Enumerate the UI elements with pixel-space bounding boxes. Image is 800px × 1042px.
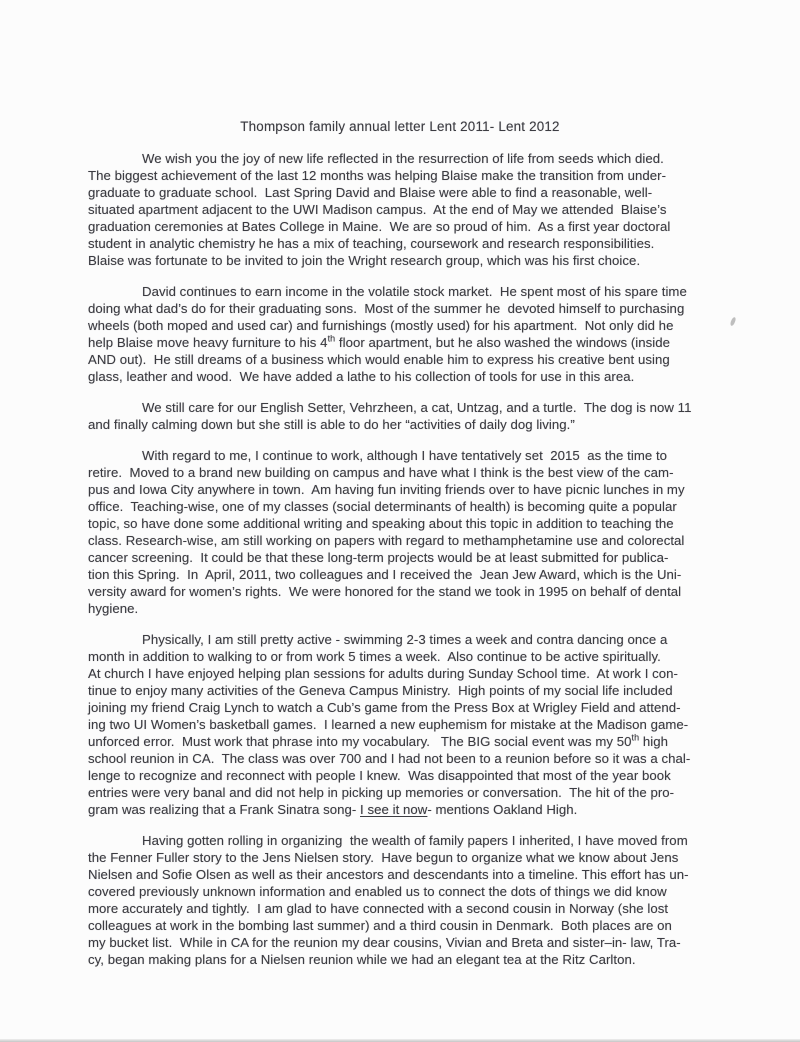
text-line [88,583,740,600]
text-segment: We still care for our English Setter, Vehrzheen, a cat, Untzag, and a turtle. The dog is now 11 [142,400,692,415]
text-segment: Nielsen and Sofie Olsen as well as their ancestors and descendants into a timeline. This effort has un- [88,867,689,882]
text-segment: cy, began making plans for a Nielsen reunion while we had an elegant tea at the Ritz Carlton. [88,952,636,967]
text-segment: pus and Iowa City anywhere in town. Am having fun inviting friends over to have picnic lunches in my [88,482,685,497]
text-segment: office. Teaching-wise, one of my classes (social determinants of health) is becoming quite a popular [88,499,677,514]
text-line [88,951,740,968]
letter-title: Thompson family annual letter Lent 2011- Lent 2012 [240,119,560,134]
text-segment: my bucket list. While in CA for the reunion my dear cousins, Vivian and Breta and sister–in- law, Tra- [88,935,681,950]
paragraph [88,399,740,433]
text-line [88,235,740,252]
text-line [88,447,740,464]
text-segment: With regard to me, I continue to work, although I have tentatively set 2015 as the time to [142,448,668,463]
text-segment: graduation ceremonies at Bates College in Maine. We are so proud of him. As a first year doctoral [88,219,671,234]
text-line [88,399,740,416]
text-segment: help Blaise move heavy furniture to his 4 [88,335,328,350]
text-segment: doing what dad’s do for their graduating sons. Most of the summer he devoted himself to purchasing [88,301,685,316]
text-line [88,150,740,167]
text-segment: more accurately and tightly. I am glad to have connected with a second cousin in Norway (she lost [88,901,669,916]
text-segment: covered previously unknown information and enabled us to connect the dots of things we did know [88,884,667,899]
text-segment: student in analytic chemistry he has a mix of teaching, coursework and research responsibilities. [88,236,655,251]
text-segment: class. Research-wise, am still working on papers with regard to methamphetamine use and colorectal [88,533,685,548]
text-segment: AND out). He still dreams of a business which would enable him to express his creative bent using [88,352,670,367]
text-segment: wheels (both moped and used car) and furnishings (mostly used) for his apartment. Not only did he [88,318,674,333]
text-line [88,283,740,300]
text-line [88,515,740,532]
text-segment: retire. Moved to a brand new building on campus and have what I think is the best view of the cam- [88,465,674,480]
text-line [88,464,740,481]
text-segment: graduate to graduate school. Last Spring David and Blaise were able to find a reasonable, well- [88,185,653,200]
text-segment: - mentions Oakland High. [427,802,578,817]
text-line [88,733,740,750]
text-segment: floor apartment, but he also washed the windows (inside [335,335,671,350]
text-segment: hygiene. [88,601,139,616]
text-line [88,184,740,201]
text-segment: unforced error. Must work that phrase into my vocabulary. The BIG social event was my 50 [88,734,632,749]
superscript-text: th [631,732,640,743]
text-segment: The biggest achievement of the last 12 months was helping Blaise make the transition from under- [88,168,667,183]
text-line [88,849,740,866]
text-segment: At church I have enjoyed helping plan sessions for adults during Sunday School time. At work I con- [88,666,678,681]
text-line [88,481,740,498]
text-segment: ing two UI Women’s basketball games. I learned a new euphemism for mistake at the Madison game- [88,717,689,732]
text-line [88,351,740,368]
paragraph [88,283,740,385]
text-segment: Blaise was fortunate to be invited to join the Wright research group, which was his first choice. [88,253,641,268]
text-segment: versity award for women’s rights. We were honored for the stand we took in 1995 on behalf of dental [88,584,682,599]
text-line [88,218,740,235]
text-segment: Physically, I am still pretty active - swimming 2-3 times a week and contra dancing once a [142,632,668,647]
text-line [88,716,740,733]
text-line [88,334,740,351]
text-line [88,201,740,218]
text-line [88,883,740,900]
superscript-text: th [327,333,336,344]
paragraph [88,631,740,818]
text-segment: the Fenner Fuller story to the Jens Nielsen story. Have begun to organize what we know about Jens [88,850,679,865]
text-line [88,832,740,849]
text-line [88,866,740,883]
text-segment: We wish you the joy of new life reflected in the resurrection of life from seeds which died. [142,151,664,166]
text-line [88,648,740,665]
text-segment: school reunion in CA. The class was over 700 and I had not been to a reunion before so it was a chal- [88,751,691,766]
text-line [88,416,740,433]
text-line [88,549,740,566]
text-segment: entries were very banal and did not help in picking up memories or conversation. The hit of the pro- [88,785,675,800]
text-line [88,900,740,917]
text-line [88,934,740,951]
text-line [88,801,740,818]
text-segment: tion this Spring. In April, 2011, two colleagues and I received the Jean Jew Award, which is the Uni- [88,567,682,582]
text-line [88,532,740,549]
text-segment: high [639,734,668,749]
text-segment: Having gotten rolling in organizing the wealth of family papers I inherited, I have moved from [142,833,688,848]
letter-body [88,150,740,982]
text-segment: glass, leather and wood. We have added a lathe to his collection of tools for use in this area. [88,369,635,384]
text-segment: month in addition to walking to or from work 5 times a week. Also continue to be active spiritually. [88,649,661,664]
text-line [88,600,740,617]
text-segment: and finally calming down but she still is able to do her “activities of daily dog living.” [88,417,575,432]
text-line [88,498,740,515]
text-segment: tinue to enjoy many activities of the Geneva Campus Ministry. High points of my social life included [88,683,673,698]
paragraph [88,150,740,269]
paragraph [88,447,740,617]
text-line [88,917,740,934]
text-segment: cancer screening. It could be that these long-term projects would be at least submitted for publica- [88,550,669,565]
text-segment: topic, so have done some additional writing and speaking about this topic in addition to teaching the [88,516,674,531]
text-segment: colleagues at work in the bombing last summer) and a third cousin in Denmark. Both places are on [88,918,672,933]
text-line [88,665,740,682]
paragraph [88,832,740,968]
underlined-song-title: I see it now [360,802,428,817]
text-line [88,368,740,385]
text-line [88,750,740,767]
text-line [88,167,740,184]
text-line [88,784,740,801]
text-line [88,566,740,583]
text-segment: David continues to earn income in the volatile stock market. He spent most of his spare time [142,284,687,299]
text-line [88,699,740,716]
text-segment: lenge to recognize and reconnect with people I knew. Was disappointed that most of the year book [88,768,671,783]
text-segment: gram was realizing that a Frank Sinatra song- [88,802,361,817]
text-line [88,682,740,699]
text-line [88,252,740,269]
text-line [88,767,740,784]
text-line [88,300,740,317]
text-line [88,317,740,334]
text-line [88,631,740,648]
text-segment: joining my friend Craig Lynch to watch a Cub’s game from the Press Box at Wrigley Field and attend- [88,700,681,715]
text-segment: situated apartment adjacent to the UWI Madison campus. At the end of May we attended Blaise’s [88,202,667,217]
